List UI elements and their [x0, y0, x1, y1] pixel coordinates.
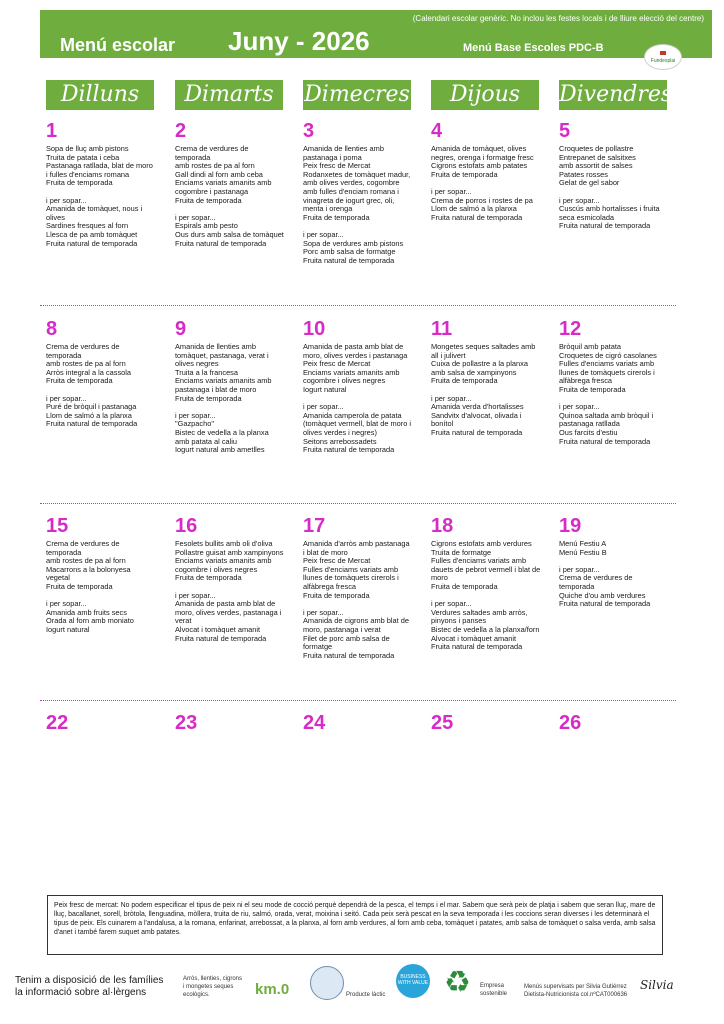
day-cell [303, 515, 421, 660]
day-menu [46, 343, 164, 429]
menu-line: Sardines fresques al forn [46, 222, 129, 231]
menu-line: (tomàquet vermell, blat de moro i [303, 420, 412, 429]
menu-line: llunes de tomàquets cirerols i [559, 368, 655, 377]
menu-line: Seitons arrebossadets [303, 437, 377, 446]
menu-line: Iogurt natural [46, 625, 90, 634]
menu-line: Pastanaga ratllada, blat de moro [46, 162, 153, 171]
menu-line: temporada [559, 582, 595, 591]
menu-line: tomàquet, pastanaga, verat i [175, 351, 269, 360]
menu-line: Llesca de pa amb tomàquet [46, 230, 138, 239]
menu-line: "Gazpacho" [175, 420, 214, 429]
menu-line: Fruita de temporada [431, 582, 498, 591]
menu-line: moro, olives verdes, pastanaga i [175, 608, 282, 617]
menu-line: Filet de porc amb salsa de [303, 634, 390, 643]
menu-line: amb olives verdes, cogombre [303, 179, 400, 188]
day-number: 16 [175, 515, 198, 537]
menu-line: Truita de formatge [431, 548, 492, 557]
menu-line: Fruita de temporada [431, 377, 498, 386]
menu-line: Enciams variats amanits amb [175, 557, 272, 566]
menu-line: amb rostes de pa al forn [46, 557, 126, 566]
menu-line [46, 386, 164, 395]
day-menu [431, 343, 549, 438]
menu-line [175, 583, 293, 592]
menu-line: temporada [46, 351, 82, 360]
menu-line: Menú Festiu A [559, 540, 607, 548]
menu-line: Fruita natural de temporada [559, 222, 651, 231]
menu-line: i blat de moro [303, 548, 348, 557]
dinner-heading: i per sopar... [303, 230, 344, 239]
day-number: 10 [303, 318, 326, 340]
day-cell [46, 318, 164, 429]
menu-line: Fulles d'enciams variats amb [431, 557, 527, 566]
menu-line: Peix fresc de Mercat [303, 557, 371, 566]
menu-line: Bistec de vedella a la planxa/forn [431, 625, 540, 634]
menu-line: Puré de bròquil i pastanaga [46, 403, 137, 412]
fundesplai-logo: Fundesplai [644, 44, 682, 70]
menu-line: Mongetes seques saltades amb [431, 343, 536, 351]
menu-line: Croquetes de pollastre [559, 145, 634, 153]
menu-line: Fruita natural de temporada [431, 428, 523, 437]
recycle-icon: ♻ [444, 966, 471, 999]
day-menu [559, 145, 677, 231]
day-menu [431, 145, 549, 222]
menu-line: Crema de porros i rostes de pa [431, 196, 533, 205]
menu-line [46, 592, 164, 601]
menu-line: temporada [175, 153, 211, 162]
menu-line: alfàbrega fresca [559, 377, 612, 386]
menu-line: Amanida de llenties amb [303, 145, 384, 153]
menu-line: Fruita de temporada [303, 213, 370, 222]
menu-line: temporada [46, 548, 82, 557]
day-number: 25 [431, 712, 454, 734]
menu-line: Fruita de temporada [46, 377, 113, 386]
menu-line: cogombre i olives negres [175, 565, 258, 574]
menu-line: dauets de pebrot vermell i blat de [431, 565, 541, 574]
menu-line [175, 205, 293, 214]
dinner-heading: i per sopar... [303, 608, 344, 617]
menu-line: amb rostes de pa al forn [46, 360, 126, 369]
day-number: 5 [559, 120, 571, 142]
dinner-heading: i per sopar... [175, 591, 216, 600]
menu-line: Fruita natural de temporada [175, 634, 267, 643]
day-cell [46, 120, 164, 248]
menu-line: Llom de salmó a la planxa [431, 205, 517, 214]
day-menu [46, 145, 164, 248]
menu-line: Fruita natural de temporada [46, 420, 138, 429]
menu-line: Arròs integral a la cassola [46, 368, 132, 377]
menu-line: Fruita de temporada [303, 591, 370, 600]
menu-line: Fruita natural de temporada [303, 651, 395, 660]
menu-line [559, 557, 677, 566]
menu-line: Porc amb salsa de formatge [303, 248, 396, 257]
signature: Silvia [640, 978, 674, 992]
day-menu [46, 540, 164, 635]
weekday-header-friday: Divendres [559, 80, 667, 110]
menu-line: all i julivert [431, 351, 466, 360]
menu-line: Crema de verdures de [46, 540, 120, 548]
business-with-value-logo: BUSINESS WITH VALUE [396, 964, 430, 998]
dinner-heading: i per sopar... [303, 403, 344, 412]
menu-line: Enciams variats amanits amb [175, 377, 272, 386]
day-cell [175, 318, 293, 455]
day-cell [559, 318, 677, 446]
day-cell [431, 515, 549, 652]
day-cell [46, 712, 164, 737]
header-bar [40, 10, 712, 58]
weekday-header-thursday: Dijous [431, 80, 539, 110]
menu-line: olives negres [175, 360, 219, 369]
day-number: 12 [559, 318, 582, 340]
menu-line: cogombre i olives negres [303, 377, 386, 386]
menu-line: amb fulles d'enciam romana i [303, 187, 399, 196]
menu-line: moro [431, 574, 448, 583]
menu-line: olives verdes i negres) [303, 428, 377, 437]
day-number: 24 [303, 712, 326, 734]
menu-line: Gall dindi al forn amb ceba [175, 170, 263, 179]
day-number: 3 [303, 120, 315, 142]
day-number: 19 [559, 515, 582, 537]
menu-line: Iogurt natural amb ametlles [175, 446, 265, 455]
menu-line: menta i orenga [303, 205, 353, 214]
menu-line: Enciams variats amanits amb [303, 368, 400, 377]
menu-line: vinagreta de iogurt grec, oli, [303, 196, 395, 205]
menu-line: Fruita natural de temporada [303, 446, 395, 455]
menu-line: Gelat de gel sabor [559, 179, 620, 188]
dinner-heading: i per sopar... [559, 565, 600, 574]
menu-line: amb salsa de xampinyons [431, 368, 517, 377]
menu-line: bonítol [431, 420, 454, 429]
menu-line [559, 395, 677, 404]
menu-line: amb rostes de pa al forn [175, 162, 255, 171]
menu-line: Quiche d'ou amb verdures [559, 591, 646, 600]
menu-line: Ous durs amb salsa de tomàquet [175, 230, 284, 239]
menu-line: Cuscús amb hortalisses i fruita [559, 205, 660, 214]
day-cell [175, 120, 293, 248]
menu-line: Crema de verdures de [175, 145, 249, 153]
menu-line: Fruita de temporada [175, 574, 242, 583]
menu-line: Amanida de tomàquet, nous i [46, 205, 143, 214]
day-number: 17 [303, 515, 326, 537]
day-cell [175, 712, 293, 737]
menu-line: Amanida de pasta amb blat de [303, 343, 404, 351]
menu-line: Cigrons estofats amb verdures [431, 540, 532, 548]
day-number: 22 [46, 712, 69, 734]
menu-line: pastanaga i blat de moro [175, 385, 257, 394]
dinner-heading: i per sopar... [175, 213, 216, 222]
dinner-heading: i per sopar... [431, 600, 472, 609]
day-number: 9 [175, 318, 187, 340]
menu-line: Fruita de temporada [46, 179, 113, 188]
day-number: 11 [431, 318, 453, 340]
menu-line: cogombre i pastanaga [175, 187, 249, 196]
menu-line: Alvocat i tomàquet amanit [431, 634, 517, 643]
menu-line: vegetal [46, 574, 70, 583]
day-cell [559, 515, 677, 609]
menu-line: formatge [303, 643, 333, 652]
menu-line: Truita de patata i ceba [46, 153, 120, 162]
menu-line: Peix fresc de Mercat [303, 360, 371, 369]
menu-line: Fruita natural de temporada [431, 643, 523, 652]
dinner-heading: i per sopar... [559, 403, 600, 412]
organic-note: Arròs, llenties, cigrons i mongetes seques ecològics. [183, 976, 243, 998]
menu-line: Peix fresc de Mercat [303, 162, 371, 171]
menu-line: Llom de salmó a la planxa [46, 411, 132, 420]
weekday-header-wednesday: Dimecres [303, 80, 411, 110]
day-number: 23 [175, 712, 198, 734]
menu-title: Menú escolar [60, 35, 176, 55]
day-cell [175, 515, 293, 643]
dinner-heading: i per sopar... [46, 394, 87, 403]
menu-line: Alvocat i tomàquet amanit [175, 625, 261, 634]
menu-line: negres, orenga i formatge fresc [431, 153, 534, 162]
week-separator [40, 700, 676, 701]
sustainable-company-label: Empresa sostenible [480, 983, 508, 997]
dairy-label: Producte làctic [346, 992, 386, 998]
day-number: 2 [175, 120, 187, 142]
menu-line: Fulles d'enciams variats amb [559, 360, 655, 369]
menu-line: Sandvitx d'alvocat, olivada i [431, 411, 522, 420]
menu-line: Truita a la francesa [175, 368, 238, 377]
menu-line: Entrepanet de salsitxes [559, 153, 636, 162]
day-cell [46, 515, 164, 635]
day-menu [175, 540, 293, 643]
menu-line: Orada al forn amb moniato [46, 617, 134, 626]
day-menu [559, 540, 677, 609]
day-cell [303, 318, 421, 455]
menu-line [46, 188, 164, 197]
menu-line: Verdures saltades amb arròs, [431, 608, 528, 617]
menu-line: Fruita de temporada [175, 196, 242, 205]
day-menu [303, 540, 421, 660]
km0-logo: km.0 [255, 981, 290, 998]
menu-line: amb assortit de salses [559, 162, 633, 171]
menu-line: i fulles d'enciams romana [46, 170, 130, 179]
menu-line: Patates rosses [559, 170, 608, 179]
dinner-heading: i per sopar... [431, 187, 472, 196]
day-cell [559, 712, 677, 737]
dairy-cow-logo-icon [310, 966, 344, 1000]
menu-line: Amanida de cigrons amb blat de [303, 617, 409, 626]
day-number: 18 [431, 515, 454, 537]
dinner-heading: i per sopar... [431, 394, 472, 403]
day-menu [303, 145, 421, 265]
menu-line: Amanida de pasta amb blat de [175, 600, 276, 609]
menu-line: Fruita de temporada [431, 170, 498, 179]
day-cell [431, 120, 549, 222]
menu-line [303, 600, 421, 609]
menu-line [431, 179, 549, 188]
menu-line: Fruita de temporada [559, 385, 626, 394]
menu-base-label: Menú Base Escoles PDC-B [463, 42, 604, 54]
menu-line: Fruita natural de temporada [46, 239, 138, 248]
menu-line: Crema de verdures de [46, 343, 120, 351]
calendar-note: (Calendari escolar genèric. No inclou les festes locals i de lliure elecció del centre) [412, 14, 704, 23]
menu-line [303, 222, 421, 231]
menu-line: Amanida camperola de patata [303, 411, 402, 420]
menu-line: Enciams variats amanits amb [175, 179, 272, 188]
dinner-heading: i per sopar... [46, 196, 87, 205]
day-cell [431, 318, 549, 438]
menu-line: Amanida verda d'hortalisses [431, 403, 524, 412]
menu-line: Bistec de vedella a la planxa [175, 428, 269, 437]
menu-line: verat [175, 617, 192, 626]
day-menu [303, 343, 421, 455]
menu-line: Sopa de verdures amb pistons [303, 239, 404, 248]
day-menu [431, 540, 549, 652]
menu-line: moro, pastanaga i verat [303, 625, 381, 634]
day-number: 4 [431, 120, 443, 142]
day-number: 15 [46, 515, 69, 537]
menu-line: Cigrons estofats amb patates [431, 162, 528, 171]
day-cell [559, 120, 677, 231]
menu-line: Amanida amb fruits secs [46, 608, 127, 617]
weekday-header-monday: Dilluns [46, 80, 154, 110]
menu-line: Amanida d'arròs amb pastanaga [303, 540, 410, 548]
menu-line [431, 592, 549, 601]
menu-line: pastanaga ratllada [559, 420, 620, 429]
menu-line: Cuixa de pollastre a la planxa [431, 360, 528, 369]
menu-line: Fruita de temporada [46, 582, 113, 591]
menu-line: Fesolets bullits amb oli d'oliva [175, 540, 273, 548]
flag-icon [660, 51, 666, 55]
menu-line: Amanida de tomàquet, olives [431, 145, 527, 153]
menu-line [175, 403, 293, 412]
day-number: 26 [559, 712, 582, 734]
day-menu [175, 343, 293, 455]
day-menu [175, 145, 293, 248]
menu-line: Ous farcits d'estiu [559, 428, 618, 437]
menu-line: Sopa de lluç amb pistons [46, 145, 129, 153]
week-separator [40, 305, 676, 306]
menu-line: llunes de tomàquets cirerols i [303, 574, 399, 583]
menu-line [559, 188, 677, 197]
menu-line: Fruita natural de temporada [175, 239, 267, 248]
day-number: 8 [46, 318, 58, 340]
menu-line: Rodanxetes de tomàquet madur, [303, 170, 411, 179]
dinner-heading: i per sopar... [46, 600, 87, 609]
menu-line: Fruita natural de temporada [559, 600, 651, 609]
dinner-heading: i per sopar... [559, 196, 600, 205]
menu-line: Crema de verdures de [559, 574, 633, 583]
day-cell [303, 712, 421, 737]
week-separator [40, 503, 676, 504]
menu-line: Fruita natural de temporada [559, 437, 651, 446]
menu-line: seca esmicolada [559, 213, 615, 222]
day-number: 1 [46, 120, 58, 142]
menu-line: Pollastre guisat amb xampinyons [175, 548, 284, 557]
dinner-heading: i per sopar... [175, 411, 216, 420]
menu-line: olives [46, 213, 65, 222]
day-cell [431, 712, 549, 737]
menu-line: moro, olives verdes i pastanaga [303, 351, 408, 360]
menu-line: Fruita de temporada [175, 394, 242, 403]
menu-line: Espirals amb pesto [175, 222, 238, 231]
menu-line: Croquetes de cigró casolanes [559, 351, 657, 360]
menu-line [303, 395, 421, 404]
menu-line [431, 386, 549, 395]
menu-line: alfàbrega fresca [303, 582, 356, 591]
menu-line: pinyons i panses [431, 617, 487, 626]
menu-line: Fruita natural de temporada [303, 256, 395, 265]
menu-line: Menú Festiu B [559, 548, 607, 557]
allergens-note: Tenim a disposició de les famílies la informació sobre al·lèrgens [15, 975, 164, 998]
menu-line: amb patata al caliu [175, 437, 238, 446]
fresh-fish-notice: Peix fresc de mercat: No podem especificar el tipus de peix ni el seu mode de cocció perquè dependrà de la pesca, el temps i el mar. Sabem que serà peix de platja i sabem que seran lluç, mare de lluç, bacallanet, sorell, bròtola, llenguadina, mòllera, truita de riu, salmó, orada, verat, moixina i seitó. Cada peix serà pescat en la seva temporada i les coccions seran diverses i les determinarà el tipus de peix. Els cuinarem a l'andalusa, a la romana, enfarinat, arrebossat, a la planxa, al forn amb verdures, al forn amb ceba, tomàquet i patates, amb salsa de tomàquet o salsa verda, amb salsa d'anet i també farem suquet amb patates. [47, 895, 663, 955]
menu-line: Macarrons a la bolonyesa [46, 565, 131, 574]
menu-line: pastanaga i poma [303, 153, 362, 162]
month-title: Juny - 2026 [228, 26, 370, 56]
day-menu [559, 343, 677, 446]
menu-line: Bròquil amb patata [559, 343, 622, 351]
menu-line: Iogurt natural [303, 385, 347, 394]
nutritionist-credit: Menús supervisats per Silvia Gutiérrez Dietista-Nutricionista col.nºCAT000636 [524, 984, 628, 998]
menu-line: Quinoa saltada amb bròquil i [559, 411, 654, 420]
weekday-header-tuesday: Dimarts [175, 80, 283, 110]
menu-line: Fruita natural de temporada [431, 213, 523, 222]
day-cell [303, 120, 421, 265]
menu-line: Fulles d'enciams variats amb [303, 565, 399, 574]
menu-line: Amanida de llenties amb [175, 343, 256, 351]
